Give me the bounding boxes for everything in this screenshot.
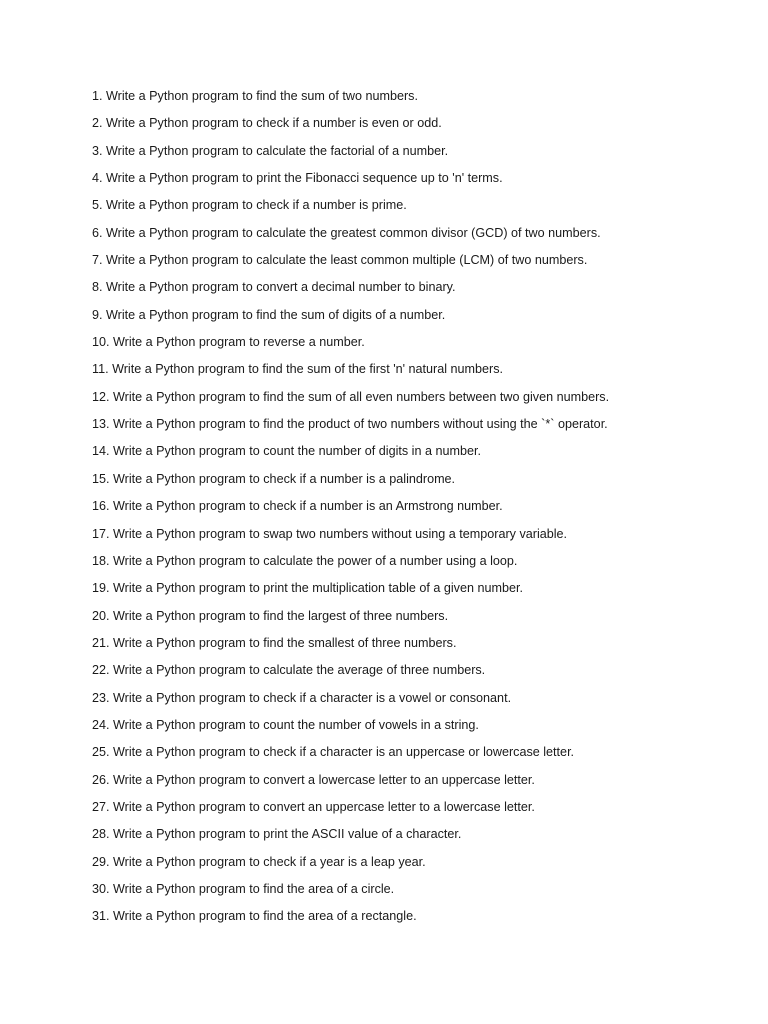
list-item: 27. Write a Python program to convert an uppercase letter to a lowercase letter.	[92, 799, 535, 814]
list-item: 19. Write a Python program to print the multiplication table of a given number.	[92, 581, 523, 596]
list-item: 2. Write a Python program to check if a number is even or odd.	[92, 116, 442, 131]
list-item: 8. Write a Python program to convert a decimal number to binary.	[92, 280, 456, 295]
list-item: 15. Write a Python program to check if a number is a palindrome.	[92, 471, 456, 486]
list-item: 17. Write a Python program to swap two numbers without using a temporary variable.	[92, 526, 568, 541]
list-item: 14. Write a Python program to count the number of digits in a number.	[92, 444, 481, 459]
exercise-list	[92, 86, 712, 934]
list-item: 13. Write a Python program to find the product of two numbers without using the `*` operator.	[92, 417, 608, 432]
list-item: 5. Write a Python program to check if a number is prime.	[92, 198, 407, 213]
list-item: 16. Write a Python program to check if a number is an Armstrong number.	[92, 499, 503, 514]
list-item: 21. Write a Python program to find the smallest of three numbers.	[92, 635, 457, 650]
list-item: 29. Write a Python program to check if a year is a leap year.	[92, 854, 426, 869]
list-item: 11. Write a Python program to find the sum of the first 'n' natural numbers.	[92, 362, 504, 377]
list-item: 22. Write a Python program to calculate the average of three numbers.	[92, 663, 486, 678]
list-item: 30. Write a Python program to find the area of a circle.	[92, 881, 395, 896]
list-item: 3. Write a Python program to calculate the factorial of a number.	[92, 143, 449, 158]
list-item: 24. Write a Python program to count the number of vowels in a string.	[92, 717, 479, 732]
list-item: 7. Write a Python program to calculate the least common multiple (LCM) of two numbers.	[92, 253, 588, 268]
list-item: 12. Write a Python program to find the sum of all even numbers between two given numbers.	[92, 389, 610, 404]
list-item: 4. Write a Python program to print the Fibonacci sequence up to 'n' terms.	[92, 171, 503, 186]
list-item: 20. Write a Python program to find the largest of three numbers.	[92, 608, 449, 623]
list-item: 18. Write a Python program to calculate the power of a number using a loop.	[92, 553, 518, 568]
list-item: 10. Write a Python program to reverse a number.	[92, 335, 365, 350]
list-item: 26. Write a Python program to convert a lowercase letter to an uppercase letter.	[92, 772, 535, 787]
list-item: 9. Write a Python program to find the sum of digits of a number.	[92, 307, 446, 322]
list-item: 23. Write a Python program to check if a character is a vowel or consonant.	[92, 690, 512, 705]
list-item: 31. Write a Python program to find the area of a rectangle.	[92, 909, 417, 924]
list-item: 28. Write a Python program to print the ASCII value of a character.	[92, 827, 462, 842]
list-item: 1. Write a Python program to find the sum of two numbers.	[92, 89, 418, 103]
list-item: 6. Write a Python program to calculate the greatest common divisor (GCD) of two numbers.	[92, 225, 601, 240]
list-item: 25. Write a Python program to check if a character is an uppercase or lowercase letter.	[92, 745, 575, 760]
